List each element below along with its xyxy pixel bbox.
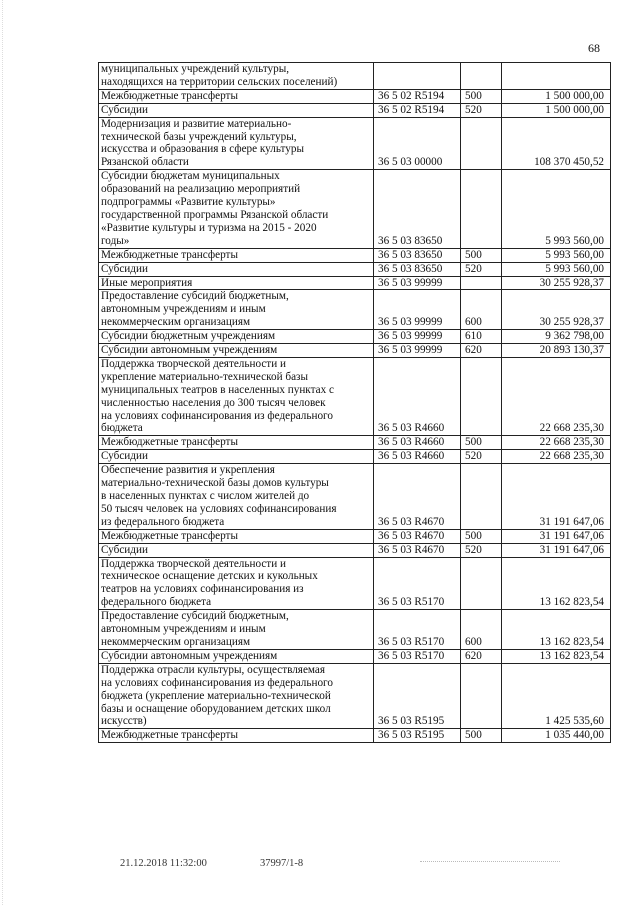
row-name-line: Рязанской области	[101, 156, 189, 169]
row-name-line: Поддержка творческой деятельности и	[101, 357, 286, 370]
row-name-cell	[99, 103, 374, 117]
row-name-line: государственной программы Рязанской области	[101, 208, 329, 221]
row-name-line: Субсидии	[101, 450, 148, 463]
row-amount-cell: 22 668 235,30	[502, 357, 611, 435]
row-amount-cell: 22 668 235,30	[502, 436, 611, 450]
row-name-line: на условиях софинансирования из федерального	[101, 676, 333, 689]
row-name-line: Субсидии бюджетным учреждениям	[101, 330, 276, 343]
row-amount-cell: 13 162 823,54	[502, 610, 611, 650]
row-code-cell: 36 5 03 R5170	[374, 557, 461, 610]
footer-document-id: 37997/1-8	[260, 858, 304, 869]
row-expense-type-cell: 500	[461, 248, 502, 262]
row-code-cell: 36 5 02 R5194	[374, 89, 461, 103]
row-name-cell	[99, 117, 374, 170]
row-expense-type-cell: 500	[461, 529, 502, 543]
row-name-line: подпрограммы «Развитие культуры»	[101, 196, 276, 209]
row-name-line: театров на условиях софинансирования из	[101, 583, 304, 596]
row-expense-type-cell	[461, 276, 502, 290]
row-name-line: техническое оснащение детских и кукольных	[101, 570, 318, 583]
row-name-line: материально-технической базы домов культуры	[101, 477, 329, 490]
row-name-line: Предоставление субсидий бюджетным,	[101, 290, 289, 303]
row-expense-type-cell: 600	[461, 610, 502, 650]
row-amount-cell: 5 993 560,00	[502, 262, 611, 276]
table-row	[99, 117, 611, 170]
row-amount-cell: 9 362 798,00	[502, 330, 611, 344]
row-name-line: Субсидии бюджетам муниципальных	[101, 170, 280, 183]
row-amount-cell: 5 993 560,00	[502, 170, 611, 248]
row-name-line: Обеспечение развития и укрепления	[101, 464, 275, 477]
row-name-line: Межбюджетные трансферты	[101, 248, 238, 261]
row-code-cell: 36 5 03 R5195	[374, 729, 461, 743]
row-name-cell	[99, 344, 374, 358]
row-expense-type-cell: 520	[461, 450, 502, 464]
row-name-cell	[99, 543, 374, 557]
row-expense-type-cell: 500	[461, 729, 502, 743]
row-name-cell	[99, 649, 374, 663]
row-expense-type-cell	[461, 63, 502, 90]
row-code-cell: 36 5 03 99999	[374, 344, 461, 358]
row-expense-type-cell	[461, 117, 502, 170]
row-expense-type-cell: 520	[461, 103, 502, 117]
row-code-cell: 36 5 03 R4670	[374, 529, 461, 543]
row-amount-cell: 20 893 130,37	[502, 344, 611, 358]
table-row	[99, 436, 611, 450]
row-amount-cell: 31 191 647,06	[502, 529, 611, 543]
table-row	[99, 344, 611, 358]
row-name-line: Иные мероприятия	[101, 276, 193, 289]
row-code-cell: 36 5 03 R5170	[374, 649, 461, 663]
row-expense-type-cell: 520	[461, 262, 502, 276]
row-name-line: Субсидии автономным учреждениям	[101, 344, 278, 357]
row-code-cell	[374, 63, 461, 90]
budget-table	[98, 62, 611, 743]
row-name-cell	[99, 450, 374, 464]
scan-edge-mark	[2, 0, 9, 905]
row-name-line: Предоставление субсидий бюджетным,	[101, 610, 289, 623]
row-name-cell	[99, 170, 374, 248]
table-row	[99, 170, 611, 248]
scan-noise-mark	[420, 861, 560, 868]
row-code-cell: 36 5 03 99999	[374, 330, 461, 344]
row-code-cell: 36 5 03 R4660	[374, 436, 461, 450]
row-name-line: Субсидии	[101, 543, 148, 556]
row-code-cell: 36 5 03 83650	[374, 170, 461, 248]
row-amount-cell: 1 500 000,00	[502, 103, 611, 117]
table-row	[99, 543, 611, 557]
row-amount-cell: 31 191 647,06	[502, 464, 611, 530]
row-name-line: Межбюджетные трансферты	[101, 89, 238, 102]
row-name-line: Межбюджетные трансферты	[101, 529, 238, 542]
row-name-cell	[99, 89, 374, 103]
row-name-line: некоммерческим организациям	[101, 635, 251, 648]
row-amount-cell: 1 425 535,60	[502, 663, 611, 729]
row-expense-type-cell: 600	[461, 290, 502, 330]
row-amount-cell: 31 191 647,06	[502, 543, 611, 557]
row-name-line: «Развитие культуры и туризма на 2015 - 2020	[101, 221, 317, 234]
table-row	[99, 262, 611, 276]
row-name-cell	[99, 436, 374, 450]
footer-timestamp: 21.12.2018 11:32:00	[120, 858, 207, 869]
row-amount-cell: 22 668 235,30	[502, 450, 611, 464]
row-amount-cell: 108 370 450,52	[502, 117, 611, 170]
table-row	[99, 649, 611, 663]
row-expense-type-cell: 620	[461, 649, 502, 663]
row-amount-cell: 1 500 000,00	[502, 89, 611, 103]
budget-table-body	[99, 63, 611, 743]
row-name-line: автономным учреждениям и иным	[101, 623, 266, 636]
row-name-line: Межбюджетные трансферты	[101, 436, 238, 449]
row-code-cell: 36 5 03 83650	[374, 262, 461, 276]
row-expense-type-cell: 500	[461, 436, 502, 450]
row-code-cell: 36 5 03 R4670	[374, 543, 461, 557]
row-name-cell	[99, 262, 374, 276]
row-name-line: искусств)	[101, 715, 147, 728]
row-amount-cell: 5 993 560,00	[502, 248, 611, 262]
row-name-cell	[99, 529, 374, 543]
row-amount-cell: 1 035 440,00	[502, 729, 611, 743]
row-amount-cell: 13 162 823,54	[502, 649, 611, 663]
row-name-line: некоммерческим организациям	[101, 316, 251, 329]
row-name-cell	[99, 63, 374, 90]
row-expense-type-cell: 500	[461, 89, 502, 103]
table-row	[99, 330, 611, 344]
row-expense-type-cell: 610	[461, 330, 502, 344]
row-expense-type-cell	[461, 663, 502, 729]
row-name-line: 50 тысяч человек на условиях софинансирования	[101, 502, 337, 515]
table-row	[99, 103, 611, 117]
row-name-cell	[99, 464, 374, 530]
row-name-line: образований на реализацию мероприятий	[101, 183, 301, 196]
table-row	[99, 276, 611, 290]
row-name-line: на условиях софинансирования из федерального	[101, 409, 333, 422]
row-code-cell: 36 5 03 99999	[374, 276, 461, 290]
row-name-line: в населенных пунктах с числом жителей до	[101, 490, 310, 502]
row-name-line: Поддержка творческой деятельности и	[101, 557, 286, 570]
table-row	[99, 450, 611, 464]
row-amount-cell: 30 255 928,37	[502, 290, 611, 330]
row-name-line: Субсидии автономным учреждениям	[101, 649, 278, 662]
row-code-cell: 36 5 02 R5194	[374, 103, 461, 117]
row-name-line: Модернизация и развитие материально-	[101, 117, 292, 130]
row-amount-cell	[502, 63, 611, 90]
row-name-line: Межбюджетные трансферты	[101, 729, 238, 742]
row-name-line: муниципальных театров в населенных пунктах с	[101, 383, 334, 396]
row-name-line: Субсидии	[101, 262, 148, 275]
row-name-line: находящихся на территории сельских поселений)	[101, 75, 338, 88]
row-name-cell	[99, 557, 374, 610]
table-row	[99, 610, 611, 650]
row-expense-type-cell	[461, 464, 502, 530]
row-name-cell	[99, 290, 374, 330]
table-row	[99, 529, 611, 543]
row-name-line: искусства и образования в сфере культуры	[101, 143, 304, 156]
row-code-cell: 36 5 03 R4660	[374, 357, 461, 435]
row-amount-cell: 30 255 928,37	[502, 276, 611, 290]
row-name-cell	[99, 330, 374, 344]
row-name-cell	[99, 729, 374, 743]
row-name-cell	[99, 663, 374, 729]
row-amount-cell: 13 162 823,54	[502, 557, 611, 610]
row-code-cell: 36 5 03 R5195	[374, 663, 461, 729]
row-expense-type-cell: 620	[461, 344, 502, 358]
page-number: 68	[588, 41, 600, 55]
table-row	[99, 63, 611, 90]
row-name-line: годы»	[101, 234, 130, 247]
row-code-cell: 36 5 03 R4660	[374, 450, 461, 464]
row-code-cell: 36 5 03 83650	[374, 248, 461, 262]
row-code-cell: 36 5 03 99999	[374, 290, 461, 330]
row-name-cell	[99, 357, 374, 435]
table-row	[99, 290, 611, 330]
row-name-line: базы и оснащение оборудованием детских школ	[101, 702, 331, 715]
row-name-line: автономным учреждениям и иным	[101, 303, 266, 316]
row-code-cell: 36 5 03 00000	[374, 117, 461, 170]
table-row	[99, 464, 611, 530]
row-expense-type-cell: 520	[461, 543, 502, 557]
table-row	[99, 89, 611, 103]
row-name-line: муниципальных учреждений культуры,	[101, 63, 290, 75]
row-name-line: численностью населения до 300 тысяч человек	[101, 396, 326, 409]
table-row	[99, 248, 611, 262]
row-expense-type-cell	[461, 557, 502, 610]
row-name-line: из федерального бюджета	[101, 515, 225, 528]
row-name-line: Субсидии	[101, 103, 148, 116]
row-name-line: технической базы учреждений культуры,	[101, 130, 297, 143]
row-name-line: федерального бюджета	[101, 596, 212, 609]
row-code-cell: 36 5 03 R5170	[374, 610, 461, 650]
row-name-line: бюджета (укрепление материально-технической	[101, 689, 331, 702]
table-row	[99, 663, 611, 729]
row-expense-type-cell	[461, 170, 502, 248]
table-row	[99, 729, 611, 743]
row-name-line: бюджета	[101, 422, 143, 435]
row-name-cell	[99, 248, 374, 262]
table-row	[99, 557, 611, 610]
row-code-cell: 36 5 03 R4670	[374, 464, 461, 530]
row-name-cell	[99, 276, 374, 290]
row-name-line: укрепление материально-технической базы	[101, 370, 308, 383]
row-expense-type-cell	[461, 357, 502, 435]
table-row	[99, 357, 611, 435]
row-name-cell	[99, 610, 374, 650]
row-name-line: Поддержка отрасли культуры, осуществляемая	[101, 663, 326, 676]
